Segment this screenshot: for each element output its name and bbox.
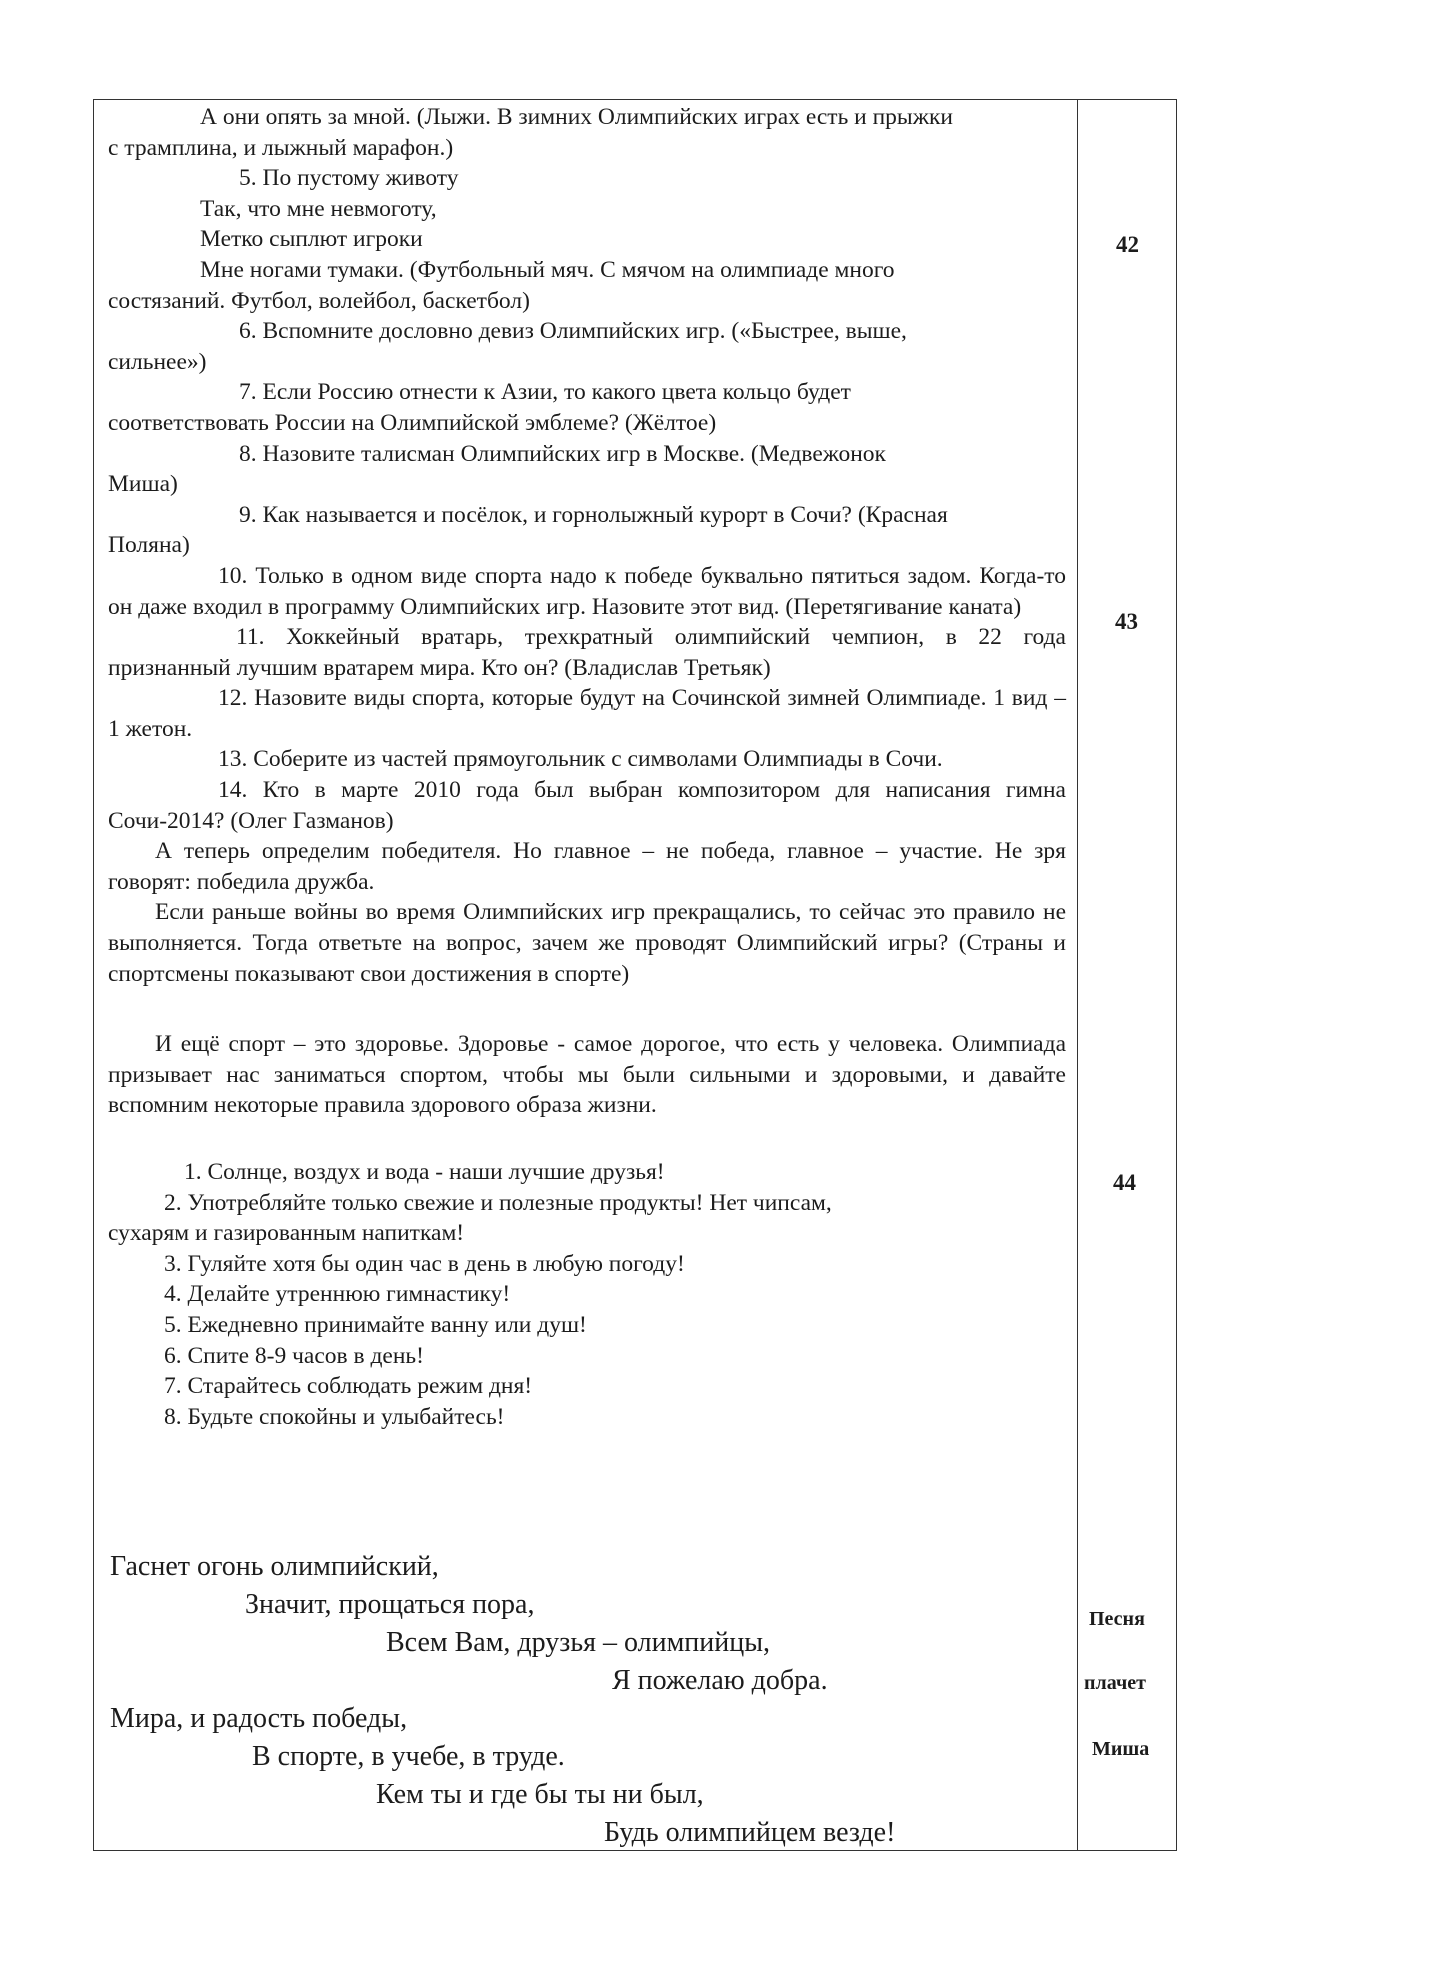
- question-6-cont: сильнее»): [108, 348, 207, 375]
- riddle-line: Мне ногами тумаки. (Футбольный мяч. С мячом на олимпиаде много: [200, 256, 895, 283]
- question-9: 9. Как называется и посёлок, и горнолыжный курорт в Сочи? (Красная: [239, 501, 948, 528]
- question-8: 8. Назовите талисман Олимпийских игр в Москве. (Медвежонок: [239, 440, 886, 467]
- spacer: [108, 1121, 1066, 1157]
- list-item: 7. Старайтесь соблюдать режим дня!: [164, 1373, 533, 1400]
- spacer: [108, 989, 1066, 1029]
- health-rules-list: [108, 1157, 1066, 1432]
- question-8-cont: Миша): [108, 471, 178, 498]
- question-7-cont: соответствовать России на Олимпийской эмблеме? (Жёлтое): [108, 409, 717, 436]
- list-item: сухарям и газированным напиткам!: [108, 1220, 465, 1247]
- poem-line: Будь олимпийцем везде!: [604, 1817, 896, 1848]
- poem-line: Кем ты и где бы ты ни был,: [376, 1779, 704, 1810]
- poem-line: Значит, прощаться пора,: [245, 1589, 535, 1620]
- poem-line: Мира, и радость победы,: [110, 1703, 408, 1734]
- question-14: 14. Кто в марте 2010 года был выбран композитором для написания гимна Сочи-2014? (Олег Газманов): [108, 777, 1066, 834]
- wars-paragraph: Если раньше войны во время Олимпийских игр прекращались, то сейчас это правило не выполняется. Тогда ответьте на вопрос, зачем же проводят Олимпийский игры? (Страны и спортсмены показывают свои достижения в спорте): [108, 899, 1066, 987]
- intro-line-cont: с трамплина, и лыжный марафон.): [108, 134, 454, 161]
- poem-line: Я пожелаю добра.: [612, 1665, 828, 1696]
- intro-line: А они опять за мной. (Лыжи. В зимних Олимпийских играх есть и прыжки: [200, 104, 953, 130]
- stage-note: плачет: [1084, 1672, 1146, 1694]
- winner-paragraph: А теперь определим победителя. Но главное – не победа, главное – участие. Не зря говорят: победила дружба.: [108, 838, 1066, 895]
- poem-line: Всем Вам, друзья – олимпийцы,: [386, 1627, 771, 1658]
- health-paragraph: И ещё спорт – это здоровье. Здоровье - самое дорогое, что есть у человека. Олимпиада призывает нас заниматься спортом, чтобы мы были сильными и здоровыми, и давайте вспомним некоторые правила здорового образа жизни.: [108, 1031, 1066, 1119]
- column-divider: [1077, 99, 1078, 1851]
- main-text-column: [108, 102, 1066, 1432]
- slide-number-44: 44: [1113, 1170, 1136, 1195]
- stage-note: Песня: [1089, 1608, 1145, 1630]
- slide-number-43: 43: [1115, 609, 1138, 634]
- slide-number-42: 42: [1116, 232, 1139, 257]
- list-item: 2. Употребляйте только свежие и полезные продукты! Нет чипсам,: [164, 1189, 832, 1216]
- riddle-line: Так, что мне невмоготу,: [200, 195, 437, 222]
- poem-line: Гаснет огонь олимпийский,: [110, 1551, 439, 1582]
- list-item: 6. Спите 8-9 часов в день!: [164, 1342, 424, 1369]
- list-item: 4. Делайте утреннюю гимнастику!: [164, 1281, 511, 1308]
- question-6: 6. Вспомните дословно девиз Олимпийских игр. («Быстрее, выше,: [239, 318, 907, 345]
- question-12: 12. Назовите виды спорта, которые будут на Сочинской зимней Олимпиаде. 1 вид – 1 жетон.: [108, 685, 1066, 742]
- riddle-line: состязаний. Футбол, волейбол, баскетбол): [108, 287, 530, 314]
- question-7: 7. Если Россию отнести к Азии, то какого цвета кольцо будет: [239, 379, 851, 406]
- question-13: 13. Соберите из частей прямоугольник с символами Олимпиады в Сочи.: [218, 746, 943, 773]
- question-9-cont: Поляна): [108, 532, 190, 559]
- question-11: 11. Хоккейный вратарь, трехкратный олимпийский чемпион, в 22 года признанный лучшим вратарем мира. Кто он? (Владислав Третьяк): [108, 624, 1066, 681]
- poem-line: В спорте, в учебе, в труде.: [252, 1741, 565, 1772]
- riddle-line: 5. По пустому животу: [239, 165, 459, 192]
- list-item: 8. Будьте спокойны и улыбайтесь!: [164, 1403, 505, 1430]
- closing-poem: [110, 1548, 1070, 1852]
- riddle-line: Метко сыплют игроки: [200, 226, 423, 253]
- list-item: 5. Ежедневно принимайте ванну или душ!: [164, 1311, 587, 1338]
- question-10: 10. Только в одном виде спорта надо к победе буквально пятиться задом. Когда-то он даже входил в программу Олимпийских игр. Назовите этот вид. (Перетягивание каната): [108, 562, 1066, 620]
- list-item: 3. Гуляйте хотя бы один час в день в любую погоду!: [164, 1250, 685, 1277]
- list-item: 1. Солнце, воздух и вода - наши лучшие друзья!: [184, 1159, 665, 1185]
- stage-note: Миша: [1092, 1738, 1150, 1760]
